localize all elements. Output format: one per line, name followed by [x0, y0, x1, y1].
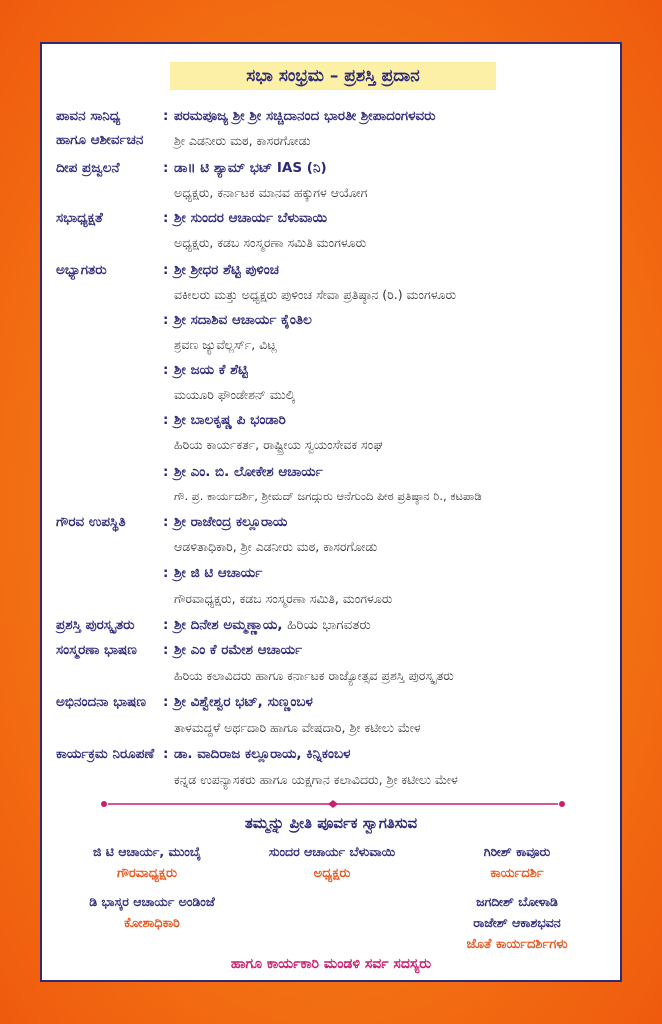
colon: : [163, 617, 169, 633]
guest-desc: ಗೌ. ಪ್ರ. ಕಾರ್ಯದರ್ಶಿ, ಶ್ರೀಮದ್ ಜಗದ್ಗುರು ಆನೆಗುಂದಿ ಪೀಠ ಪ್ರತಿಷ್ಠಾನ ರಿ., ಕಟಪಾಡಿ [174, 489, 482, 503]
organizer-role: ಕೋಶಾಧಿಕಾರಿ [124, 916, 180, 931]
guest-desc: ಹಿರಿಯ ಕಾರ್ಯಕರ್ತ, ರಾಷ್ಟ್ರೀಯ ಸ್ವಯಂಸೇವಕ ಸಂಘ [174, 437, 383, 452]
guest-desc: ಗೌರವಾಧ್ಯಕ್ಷರು, ಕಡಬ ಸಂಸ್ಮರಣಾ ಸಮಿತಿ, ಮಂಗಳೂರು [174, 591, 393, 606]
section-label: ಕಾರ್ಯಕ್ರಮ ನಿರೂಪಣೆ [56, 746, 155, 762]
colon: : [163, 412, 169, 428]
guest-name: ಶ್ರೀ ಜಿ ಟಿ ಆಚಾರ್ಯ [174, 565, 263, 581]
section-label: ದೀಪ ಪ್ರಜ್ವಲನೆ [56, 160, 120, 176]
guest-desc: ಮಯೂರಿ ಫೌಂಡೇಶನ್ ಮುಲ್ಕಿ [174, 387, 295, 402]
guest-name: ಡಾ॥ ಟಿ ಶ್ಯಾಮ್ ಭಟ್ IAS (ನಿ) [174, 160, 327, 176]
guest-desc: ಅಧ್ಯಕ್ಷರು, ಕರ್ನಾಟಕ ಮಾನವ ಹಕ್ಕುಗಳ ಆಯೋಗ [174, 185, 368, 200]
welcome-line: ತಮ್ಮನ್ನು ಪ್ರೀತಿ ಪೂರ್ವಕ ಸ್ವಾಗತಿಸುವ [244, 814, 418, 832]
colon: : [163, 108, 169, 124]
colon: : [163, 565, 169, 581]
organizer-name: ಜಗದೀಶ್ ಬೋಳಾಡಿ [476, 894, 558, 909]
guest-desc: ಅಧ್ಯಕ್ಷರು, ಕಡಬ ಸಂಸ್ಮರಣಾ ಸಮಿತಿ ಮಂಗಳೂರು [174, 235, 367, 250]
section-label: ಹಾಗೂ ಆಶೀರ್ವಚನ [56, 132, 144, 148]
guest-name: ಶ್ರೀ ಎಂ. ಬಿ. ಲೋಕೇಶ ಆಚಾರ್ಯ [174, 464, 323, 480]
colon: : [163, 362, 169, 378]
section-label: ಗೌರವ ಉಪಸ್ಥಿತಿ [56, 514, 126, 530]
guest-desc: ವಕೀಲರು ಮತ್ತು ಅಧ್ಯಕ್ಷರು ಪುಳಿಂಚ ಸೇವಾ ಪ್ರತಿಷ್ಠಾನ (ರಿ.) ಮಂಗಳೂರು [174, 287, 457, 302]
guest-desc: ಕನ್ನಡ ಉಪನ್ಯಾಸಕರು ಹಾಗೂ ಯಕ್ಷಗಾನ ಕಲಾವಿದರು, ಶ್ರೀ ಕಟೀಲು ಮೇಳ [174, 772, 458, 787]
guest-name: ಶ್ರೀ ಎಂ ಕೆ ರಮೇಶ ಆಚಾರ್ಯ [174, 642, 303, 658]
colon: : [163, 694, 169, 710]
colon: : [163, 642, 169, 658]
guest-name: ಶ್ರೀ ಶ್ರೀಧರ ಶೆಟ್ಟಿ ಪುಳಿಂಚ [174, 262, 279, 278]
guest-name: ಶ್ರೀ ವಿಶ್ವೇಶ್ವರ ಭಟ್, ಸುಣ್ಣಂಬಳ [174, 694, 313, 710]
ornamental-divider-icon [98, 800, 568, 808]
guest-name: ಶ್ರೀ ಜಯ ಕೆ ಶೆಟ್ಟಿ [174, 362, 248, 378]
guest-name: ಶ್ರೀ ಬಾಲಕೃಷ್ಣ ಪಿ ಭಂಡಾರಿ [174, 412, 286, 428]
organizer-name: ಸುಂದರ ಆಚಾರ್ಯ ಬೆಳುವಾಯಿ [268, 844, 396, 859]
guest-name: ಪರಮಪೂಜ್ಯ ಶ್ರೀ ಶ್ರೀ ಸಚ್ಚಿದಾನಂದ ಭಾರತೀ ಶ್ರೀಪಾದಂಗಳವರು [174, 108, 436, 124]
colon: : [163, 746, 169, 762]
guest-title: ಹಿರಿಯ ಭಾಗವತರು [287, 617, 371, 633]
organizer-role: ಜೊತೆ ಕಾರ್ಯದರ್ಶಿಗಳು [466, 937, 568, 952]
colon: : [163, 514, 169, 530]
guest-name: ಶ್ರೀ ಸುಂದರ ಆಚಾರ್ಯ ಬೆಳುವಾಯಿ [174, 210, 327, 226]
colon: : [163, 262, 169, 278]
guest-name [174, 617, 371, 633]
guest-name: ಶ್ರೀ ಸದಾಶಿವ ಆಚಾರ್ಯ ಕೈಂತಿಲ [174, 312, 312, 328]
colon: : [163, 464, 169, 480]
guest-desc: ಹಿರಿಯ ಕಲಾವಿದರು ಹಾಗೂ ಕರ್ನಾಟಕ ರಾಜ್ಯೋತ್ಸವ ಪ್ರಶಸ್ತಿ ಪುರಸ್ಕೃತರು [174, 668, 454, 683]
section-label: ಅಭಿನಂದನಾ ಭಾಷಣ [56, 694, 146, 710]
section-label: ಸಂಸ್ಮರಣಾ ಭಾಷಣ [56, 642, 137, 658]
guest-name-text: ಶ್ರೀ ದಿನೇಶ ಅಮ್ಮಣ್ಣಾಯ, [174, 617, 283, 633]
guest-desc: ಶ್ರೀ ಎಡನೀರು ಮಠ, ಕಾಸರಗೋಡು [174, 133, 311, 148]
organizer-role: ಗೌರವಾಧ್ಯಕ್ಷರು [117, 866, 177, 881]
colon: : [163, 160, 169, 176]
program-title: ಸಭಾ ಸಂಭ್ರಮ – ಪ್ರಶಸ್ತಿ ಪ್ರದಾನ [170, 62, 496, 90]
section-label: ಪ್ರಶಸ್ತಿ ಪುರಸ್ಕೃತರು [56, 617, 135, 633]
footer-line: ಹಾಗೂ ಕಾರ್ಯಕಾರಿ ಮಂಡಳಿ ಸರ್ವ ಸದಸ್ಯರು [230, 956, 432, 972]
guest-name: ಡಾ. ವಾದಿರಾಜ ಕಲ್ಲೂರಾಯ, ಕಿನ್ನಿಕಂಬಳ [174, 746, 351, 762]
invitation-card [40, 42, 622, 982]
colon: : [163, 210, 169, 226]
guest-desc: ಶ್ರವಣ ಜ್ಯುವೆಲ್ಲರ್ಸ್, ವಿಟ್ಲ [174, 337, 277, 352]
organizer-name: ರಾಜೇಶ್ ಆಕಾಶಭವನ [473, 915, 561, 930]
guest-name: ಶ್ರೀ ರಾಜೇಂದ್ರ ಕಲ್ಲೂರಾಯ [174, 514, 288, 530]
section-label: ಸಭಾಧ್ಯಕ್ಷತೆ [56, 210, 103, 226]
section-label: ಪಾವನ ಸಾನಿಧ್ಯ [56, 108, 121, 124]
guest-desc: ಆಡಳಿತಾಧಿಕಾರಿ, ಶ್ರೀ ಎಡನೀರು ಮಠ, ಕಾಸರಗೋಡು [174, 539, 378, 554]
guest-desc: ತಾಳಮದ್ದಳೆ ಅರ್ಥದಾರಿ ಹಾಗೂ ವೇಷದಾರಿ, ಶ್ರೀ ಕಟೀಲು ಮೇಳ [174, 720, 421, 735]
section-label: ಅಭ್ಯಾಗತರು [56, 262, 107, 278]
organizer-name: ಗಿರೀಶ್ ಕಾವೂರು [483, 844, 551, 859]
colon: : [163, 312, 169, 328]
organizer-role: ಅಧ್ಯಕ್ಷರು [313, 866, 351, 881]
organizer-role: ಕಾರ್ಯದರ್ಶಿ [490, 866, 544, 881]
organizer-name: ಜಿ ಟಿ ಆಚಾರ್ಯ, ಮುಂಬೈ [93, 844, 201, 859]
organizer-name: ಡಿ ಭಾಸ್ಕರ ಆಚಾರ್ಯ ಅಂಡಿಂಜೆ [89, 894, 215, 909]
